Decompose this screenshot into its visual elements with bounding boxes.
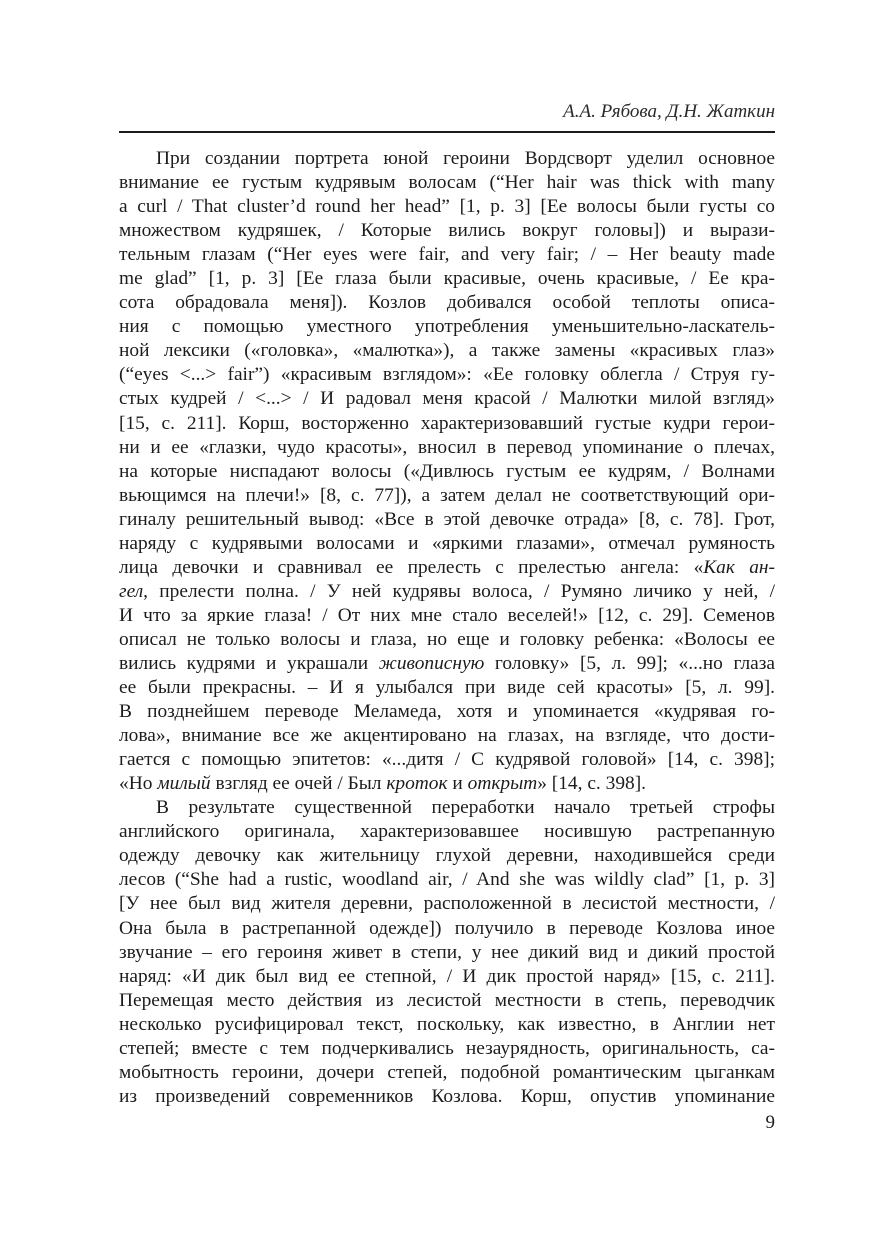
text-segment: и [447,773,468,795]
text-segment: В позднейшем переводе Меламеда, хотя и упоминается «кудрявая го- [119,701,775,723]
italic-text-segment: живописную [378,652,485,674]
text-segment: вились кудрями и украшали [119,652,379,674]
text-segment: Она была в растрепанной одежде]) получило в переводе Козлова иное [119,917,775,939]
text-segment: В результате существенной переработки начало третьей строфы [156,797,775,819]
text-segment: [У нее был вид жителя деревни, расположенной в лесистой местности, / [119,893,775,915]
text-line [119,748,775,772]
text-line [119,243,775,267]
text-line [119,820,775,844]
italic-text-segment: кроток [386,773,448,795]
text-line [119,700,775,724]
text-line [119,604,775,628]
text-line [119,363,775,387]
text-segment: лесов (“She had a rustic, woodland air, / And she was wildly clad” [1, p. 3] [119,869,775,891]
text-line [119,315,775,339]
text-segment: a curl / That cluster’d round her head” [1, p. 3] [Ее волосы были густы со [119,196,775,218]
text-segment: me glad” [1, p. 3] [Ее глаза были красивые, очень красивые, / Ее кра- [119,268,775,290]
text-line [119,171,775,195]
text-segment: английского оригинала, характеризовавшее носившую растрепанную [119,821,775,843]
text-line [119,652,775,676]
italic-text-segment: гел [119,580,144,602]
text-line [119,628,775,652]
text-line [119,917,775,941]
text-line [119,1085,775,1109]
text-line [119,844,775,868]
text-segment: наряд: «И дик был вид ее степной, / И дик простой наряд» [15, с. 211]. [119,965,775,987]
text-segment: сота обрадовала меня]). Козлов добивался особой теплоты описа- [119,292,775,314]
text-line [119,508,775,532]
text-line [119,147,775,171]
text-line [119,267,775,291]
text-segment: , прелести полна. / У ней кудрявы волоса, / Румяно личико у ней, / [143,580,775,602]
text-line [119,219,775,243]
text-segment: ния с помощью уместного употребления уменьшительно-ласкатель- [119,316,775,338]
text-segment: тельным глазам (“Her eyes were fair, and very fair; / – Her beauty made [119,244,775,266]
text-segment: головку» [5, л. 99]; «...но глаза [484,652,775,674]
italic-text-segment: открыт [467,773,538,795]
text-segment: мобытность героини, дочери степей, подобной романтическим цыганкам [119,1061,775,1083]
text-line [119,892,775,916]
running-header-authors: А.А. Рябова, Д.Н. Жаткин [563,101,775,122]
text-segment: звучание – его героиня живет в степи, у нее дикий вид и дикий простой [119,941,775,963]
text-segment: лица девочки и сравнивал ее прелесть с прелестью ангела: « [119,556,704,578]
text-segment: ной лексики («головка», «малютка»), а также замены «красивых глаз» [119,340,775,362]
text-line [119,1061,775,1085]
text-segment: стых кудрей / <...> / И радовал меня красой / Малютки милой взгляд» [119,388,775,410]
text-segment: множеством кудряшек, / Которые вились вокруг головы]) и вырази- [119,220,775,242]
text-segment: на которые ниспадают волосы («Дивлюсь густым ее кудрям, / Волнами [119,460,775,482]
text-line [119,339,775,363]
text-segment: степей; вместе с тем подчеркивались незаурядность, оригинальность, са- [119,1037,775,1059]
text-line [119,941,775,965]
text-segment: взгляд ее очей / Был [210,773,387,795]
text-line [119,724,775,748]
text-segment: вьющимся на плечи!» [8, с. 77]), а затем делал не соответствующий ори- [119,484,775,506]
text-segment: гается с помощью эпитетов: «...дитя / С кудрявой головой» [14, с. 398]; [119,749,775,771]
text-segment: из произведений современников Козлова. Корш, опустив упоминание [119,1085,775,1107]
text-segment: одежду девочку как жительницу глухой деревни, находившейся среди [119,845,775,867]
text-segment: [15, с. 211]. Корш, восторженно характеризовавший густые кудри герои- [119,412,775,434]
page-number: 9 [765,1112,775,1133]
text-line [119,772,775,796]
text-segment: гиналу решительный вывод: «Все в этой девочке отрада» [8, с. 78]. Грот, [119,508,775,530]
header-rule [119,131,775,133]
text-line [119,412,775,436]
text-segment: При создании портрета юной героини Вордсворт уделил основное [156,148,775,169]
text-segment: (“eyes <...> fair”) «красивым взглядом»: «Ее головку облегла / Струя гу- [119,364,775,386]
text-line [119,484,775,508]
text-line [119,436,775,460]
text-line [119,195,775,219]
body-text [119,147,775,1109]
text-line [119,532,775,556]
text-line [119,556,775,580]
text-segment: лова», внимание все же акцентировано на глазах, на взгляде, что дости- [119,725,775,747]
text-segment: И что за яркие глаза! / От них мне стало веселей!» [12, с. 29]. Семенов [119,604,775,626]
text-line [119,1037,775,1061]
text-segment: внимание ее густым кудрявым волосам (“Her hair was thick with many [119,172,775,194]
text-line [119,796,775,820]
text-line [119,291,775,315]
text-line [119,580,775,604]
text-line [119,965,775,989]
text-segment: несколько русифицировал текст, поскольку, как известно, в Англии нет [119,1013,775,1035]
text-line [119,387,775,411]
text-segment: » [14, с. 398]. [537,773,647,795]
text-segment: ее были прекрасны. – И я улыбался при виде сей красоты» [5, л. 99]. [119,677,775,699]
text-segment: «Но [119,773,158,795]
text-line [119,460,775,484]
text-line [119,676,775,700]
text-line [119,989,775,1013]
text-line [119,868,775,892]
text-segment: ни и ее «глазки, чудо красоты», вносил в перевод упоминание о плечах, [119,436,775,458]
text-segment: Перемещая место действия из лесистой местности в степь, переводчик [119,989,775,1011]
text-segment: описал не только волосы и глаза, но еще и головку ребенка: «Волосы ее [119,628,775,650]
italic-text-segment: милый [157,773,211,795]
text-line [119,1013,775,1037]
italic-text-segment: Как ан- [703,556,775,578]
text-segment: наряду с кудрявыми волосами и «яркими глазами», отмечал румяность [119,532,775,554]
